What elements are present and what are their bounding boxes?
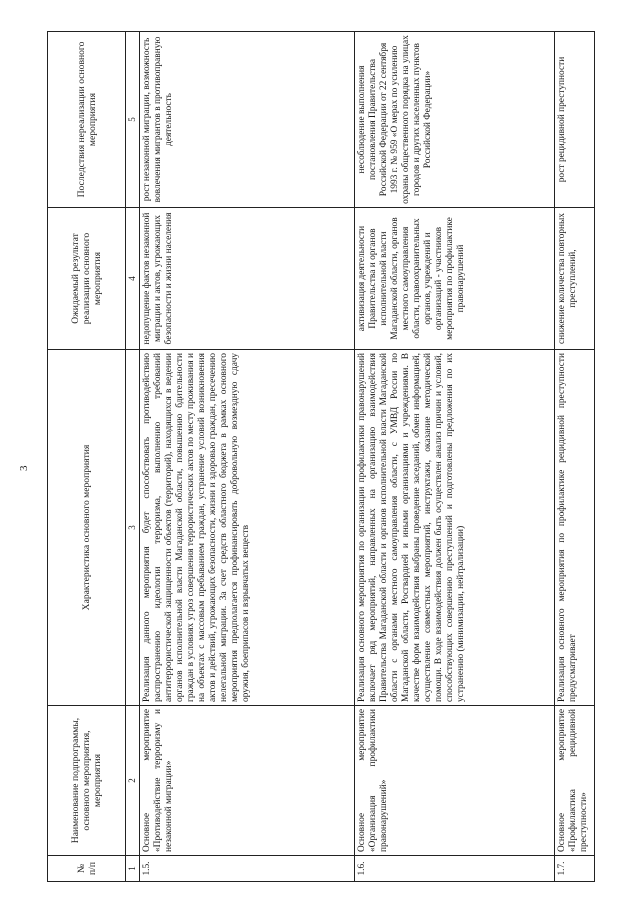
page-number: 3 (18, 465, 30, 471)
header-row (48, 32, 126, 882)
row-number: 1.7. (555, 856, 595, 882)
measure-description: Реализация данного мероприятия будет способствовать противодействию распространению идеологии терроризма, выполнению требований антитеррористической защищенности объектов (территорий), находящихся в ведении органов исполнительной власти Магаданской области, повышению бдительности граждан в условиях угроз совершения террористических актов по месту проживания и на объектах с массовым пребыванием граждан, устранение условий возникновения актов и действий, угрожающих безопасности, жизни и здоровью граждан, пресечению нелегальной миграции. За счет средств областного бюджета в рамках основного мероприятия предполагается профинансировать добровольную возмездную сдачу оружия, боеприпасов и взрывчатых веществ (140, 350, 355, 706)
header-description: Характеристика основного мероприятия (48, 350, 126, 706)
column-number: 5 (126, 32, 140, 208)
column-number-row (126, 32, 140, 882)
measures-table (47, 31, 595, 882)
measure-consequence: рост рецидивной преступности (555, 32, 595, 208)
header-result: Ожидаемый результат реализации основного мероприятия (48, 208, 126, 350)
measure-description: Реализация основного мероприятия по организации профилактики правонарушений включает ряд мероприятий, направленных на организацию взаимодействия Правительства Магаданской области и органов исполнительной власти Магаданской области с органами местного самоуправления области, с УМВД России по Магаданской области, Росгвардией и иными организациями и учреждениями. В качестве форм взаимодействия выбраны проведение заседаний, обмен информацией, осуществление совместных мероприятий, инструктажи, оказание методической помощи. В ходе взаимодействия должен быть осуществлен анализ причин и условий, способствующих совершению преступлений и подготовлены предложения по их устранению (минимизации, нейтрализации) (355, 350, 555, 706)
measure-consequence: рост незаконной миграции, возможность вовлечения мигрантов в противоправную деятельность (140, 32, 355, 208)
row-number: 1.5. (140, 856, 355, 882)
header-number: № п/п (48, 856, 126, 882)
measure-result: активизация деятельности Правительства и органов исполнительной власти Магаданской области, органов местного самоуправления области, правоохранительных органов, учреждений и организаций - участников мероприятия по профилактике правонарушений (355, 208, 555, 350)
header-name: Наименование подпрограммы, основного мероприятия, мероприятия (48, 706, 126, 856)
measure-description: Реализация основного мероприятия по профилактике рецидивной преступности предусматривает (555, 350, 595, 706)
measure-result: снижение количества повторных преступлений, (555, 208, 595, 350)
table-row (355, 32, 555, 882)
column-number: 1 (126, 856, 140, 882)
header-consequence: Последствия нереализации основного мероприятия (48, 32, 126, 208)
row-number: 1.6. (355, 856, 555, 882)
measure-result: недопущение фактов незаконной миграции и актов, угрожающих безопасности и жизни населения (140, 208, 355, 350)
column-number: 2 (126, 706, 140, 856)
measure-name: Основное мероприятие «Противодействие терроризму и незаконной миграции» (140, 706, 355, 856)
measure-consequence: несоблюдение выполнения постановления Правительства Российской Федерации от 22 сентября 1993 г. № 959 «О мерах по усилению охраны общественного порядка на улицах городов и других населенных пунктов Российской Федерации» (355, 32, 555, 208)
measure-name: Основное мероприятие «Организация профилактики правонарушений» (355, 706, 555, 856)
table-row (555, 32, 595, 882)
column-number: 4 (126, 208, 140, 350)
table-row (140, 32, 355, 882)
column-number: 3 (126, 350, 140, 706)
measure-name: Основное мероприятие «Профилактика рецидивной преступности» (555, 706, 595, 856)
